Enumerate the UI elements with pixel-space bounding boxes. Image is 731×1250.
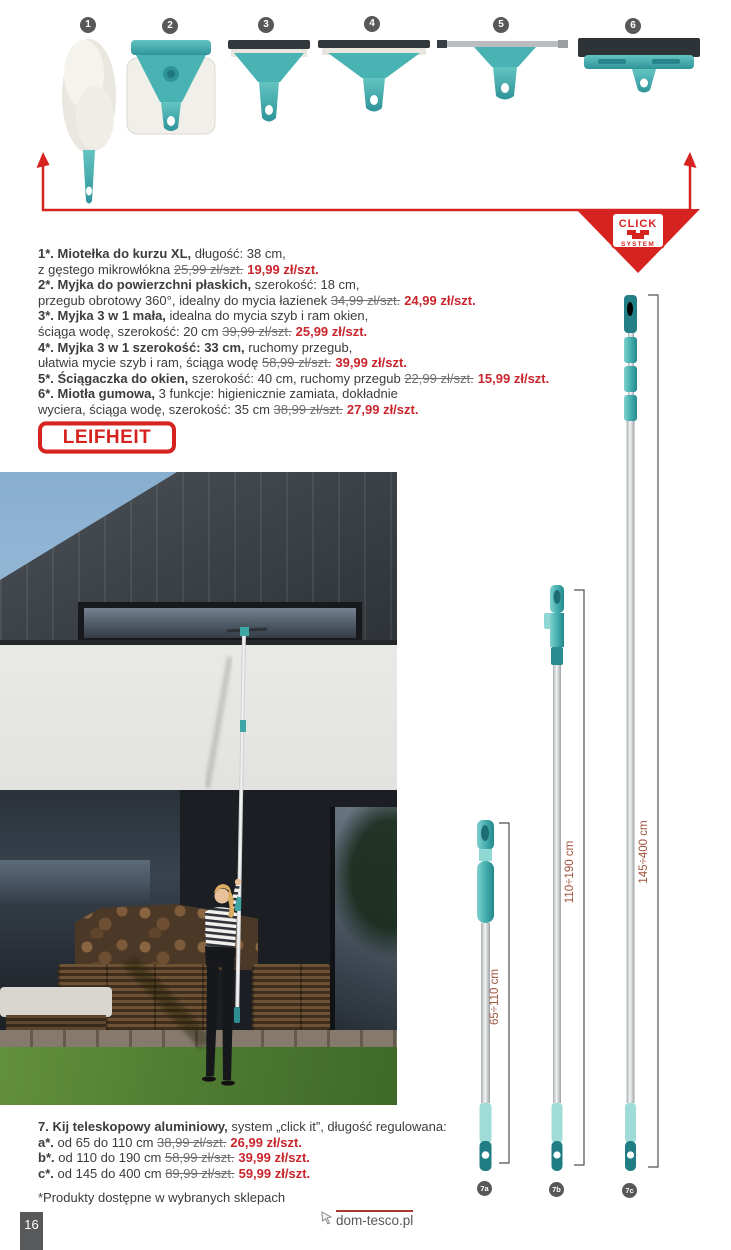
pole-joint [240,720,246,732]
telescopic-heading [38,1119,498,1135]
variant-range: od 65 do 110 cm [53,1134,158,1150]
product-image-squeegee-small [228,40,310,122]
product-line [38,402,498,418]
variant-label: b*. [38,1150,55,1166]
cursor-icon [320,1211,334,1225]
product-desc: ułatwia mycie szyb i ram, ściąga wodę [38,355,262,371]
availability-footnote: *Produkty dostępne w wybranych sklepach [38,1190,286,1205]
new-price: 59,99 zł/szt. [238,1165,311,1181]
old-price: 22,99 zł/szt. [404,370,474,386]
product-name: 4*. Myjka 3 w 1 szerokość: 33 cm, [38,339,245,355]
click-system-label-bottom: SYSTEM [621,241,655,248]
pole-tip [234,1007,240,1023]
product-line [38,340,498,356]
old-price: 58,99 zł/szt. [261,355,332,371]
product-line [38,308,498,324]
old-price: 25,99 zł/szt. [173,261,244,277]
new-price: 39,99 zł/szt. [238,1150,310,1166]
product-desc: idealna do mycia szyb i ram okien, [165,308,369,324]
hand-upper [235,879,241,885]
product-badge-4: 4 [364,16,380,32]
old-price: 89,99 zł/szt. [165,1165,235,1181]
variant-line [38,1150,498,1166]
product-badge-3: 3 [258,17,274,33]
old-price: 38,99 zł/szt. [157,1134,227,1150]
product-badge-2: 2 [162,18,178,34]
leg [206,966,219,1076]
product-image-window-squeegee [437,40,568,100]
product-image-rubber-broom [578,38,700,93]
product-name: 7. Kij teleskopowy aluminiowy, [38,1119,228,1134]
old-price: 58,99 zł/szt. [164,1150,235,1166]
product-badge-6: 6 [625,18,641,34]
length-label-7b: 110÷190 cm [564,840,576,904]
product-line [38,386,498,402]
product-desc: z gęstego mikrowłókna [38,261,174,277]
new-price: 25,99 zł/szt. [295,323,368,339]
head [215,889,230,904]
length-label-7c: 145÷400 cm [638,820,650,884]
lifestyle-photo [0,472,397,1105]
telescopic-poles-illustration [440,285,731,1200]
product-desc: przegub obrotowy 360°, idealny do mycia łazienek [38,292,331,308]
product-descriptions [38,246,550,418]
variant-range: od 145 do 400 cm [53,1165,166,1181]
product-desc: wyciera, ściąga wodę, szerokość: 35 cm [38,401,274,417]
product-name: 1*. Miotełka do kurzu XL, [38,246,192,261]
product-image-duster [62,39,116,204]
new-price: 27,99 zł/szt. [346,401,419,417]
product-line [38,370,550,387]
product-line [38,277,498,293]
product-desc: szerokość: 18 cm, [251,277,360,293]
product-desc: 3 funkcje: higienicznie zamiata, dokładnie [155,386,398,402]
variant-line [38,1166,498,1182]
measure-bracket-7c [648,295,658,1167]
leifheit-logo: LEIFHEIT [38,421,176,453]
product-line [38,324,498,340]
variant-label: a*. [38,1134,54,1150]
product-image-squeegee-wide [318,40,430,112]
old-price: 34,99 zł/szt. [330,292,401,308]
pole-7b [544,585,584,1171]
click-system-label-top: CLICK [618,218,658,230]
product-desc: szerokość: 40 cm, ruchomy przegub [188,370,405,386]
product-badge-5: 5 [493,17,509,33]
pole-badge-7c: 7c [622,1183,637,1198]
pole-badge-7b: 7b [549,1182,564,1197]
length-label-7a: 65÷110 cm [489,969,501,1025]
new-price: 15,99 zł/szt. [477,370,550,386]
footer-website[interactable] [320,1210,413,1228]
pole-shadow-on-wall [207,657,230,788]
product-line [38,355,498,371]
product-desc: ruchomy przegub, [244,339,353,355]
foot [221,1080,235,1085]
shadow-on-ground [123,957,214,1048]
product-name: 2*. Myjka do powierzchni płaskich, [38,277,252,293]
woman-cleaning-figure [0,472,397,1105]
product-desc: ściąga wodę, szerokość: 20 cm [38,323,223,339]
old-price: 39,99 zł/szt. [222,323,292,339]
website-text[interactable]: dom-tesco.pl [336,1210,413,1228]
new-price: 26,99 zł/szt. [230,1134,302,1150]
new-price: 19,99 zł/szt. [247,261,319,277]
product-badge-1: 1 [80,17,96,33]
product-line [38,293,498,309]
foot [202,1076,216,1081]
old-price: 38,99 zł/szt. [273,401,343,417]
product-name: 3*. Myjka 3 w 1 mała, [38,308,166,324]
telescopic-description [38,1119,498,1181]
product-name: 5*. Ściągaczka do okien, [38,370,189,386]
leg [222,966,234,1080]
new-price: 39,99 zł/szt. [335,355,407,371]
product-image-flat-washer [127,40,215,134]
product-name: 6*. Miotła gumowa, [38,386,156,402]
product-line [38,262,498,278]
pole-7c [624,295,658,1171]
product-desc: długość: 38 cm, [191,246,286,261]
variant-line [38,1135,498,1151]
new-price: 24,99 zł/szt. [404,292,476,308]
page-number: 16 [20,1212,43,1250]
variant-range: od 110 do 190 cm [54,1150,165,1166]
product-desc: system „click it”, długość regulowana: [227,1119,447,1134]
pole-badge-7a: 7a [477,1181,492,1196]
variant-label: c*. [38,1165,54,1181]
product-line [38,246,498,262]
